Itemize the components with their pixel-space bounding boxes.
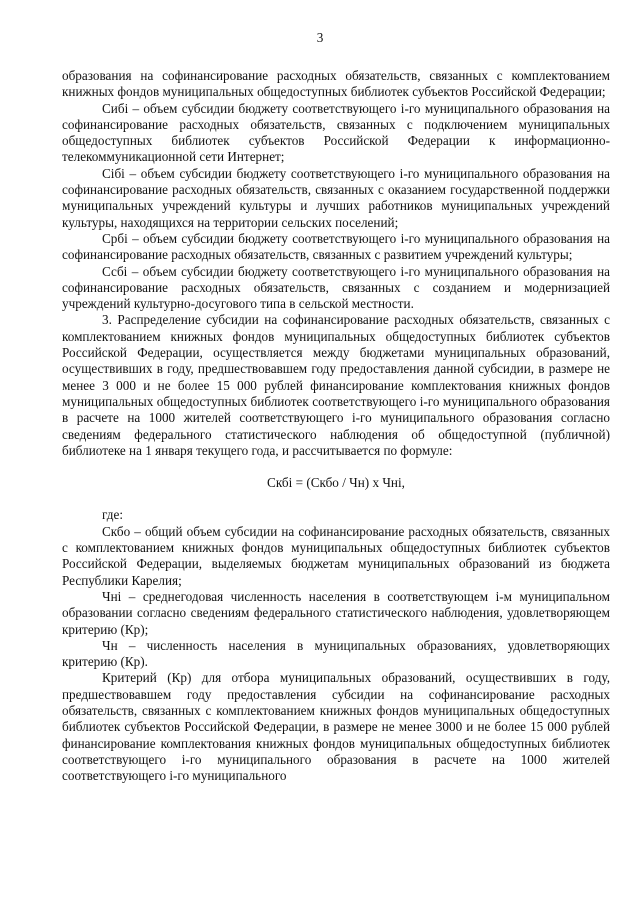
paragraph-continuation: образования на софинансирование расходных обязательств, связанных с комплектованием книжных фондов муниципальных общедоступных библиотек субъектов Российской Федерации;: [62, 68, 610, 100]
where-label: где:: [102, 507, 123, 523]
definition-chni: Чнi – среднегодовая численность населения в соответствующем i-м муниципальном образовании согласно сведениям федерального статистического наблюдения, удовлетворяющем критерию (Кр);: [62, 588, 610, 637]
definition-skbo: Скбо – общий объем субсидии на софинансирование расходных обязательств, связанных с комплектованием книжных фондов муниципальных общедоступных библиотек субъектов Российской Федерации, выделяемых бюджетам муниципальных образований из бюджета Республики Карелия;: [62, 523, 610, 588]
document-body: [62, 68, 610, 784]
formula: Скбi = (Скбо / Чн) х Чнi,: [267, 475, 405, 491]
paragraph-section-3: 3. Распределение субсидии на софинансирование расходных обязательств, связанных с комплектованием книжных фондов муниципальных общедоступных библиотек субъектов Российской Федерации, осуществляется между бюджетами муниципальных образований, осуществивших в году, предшествовавшем году предоставления данной субсидии, в размере не менее 3 000 и не более 15 000 рублей финансирование комплектования книжных фондов муниципальных общедоступных библиотек соответствующего i-го муниципального образования в расчете на 1000 жителей соответствующего i-го муниципального образования согласно сведениям федерального статистического наблюдения об общедоступной (публичной) библиотеке на 1 января текущего года, и рассчитывается по формуле:: [62, 312, 610, 458]
paragraph-srbi: Србi – объем субсидии бюджету соответствующего i-го муниципального образования на софинансирование расходных обязательств, связанных с развитием учреждений культуры;: [62, 230, 610, 263]
paragraph-ssbi: Ссбi – объем субсидии бюджету соответствующего i-го муниципального образования на софинансирование расходных обязательств, связанных с созданием и модернизацией учреждений культурно-досугового типа в сельской местности.: [62, 263, 610, 312]
paragraph-silbi: Сiбi – объем субсидии бюджету соответствующего i-го муниципального образования на софинансирование расходных обязательств, связанных с оказанием государственной поддержки муниципальных учреждений культуры и лучших работников муниципальных учреждений культуры, находящихся на территории сельских поселений;: [62, 165, 610, 230]
paragraph-criterion: Критерий (Кр) для отбора муниципальных образований, осуществивших в году, предшествовавшем году предоставления субсидии на софинансирование расходных обязательств, связанных с комплектованием книжных фондов муниципальных общедоступных библиотек субъектов Российской Федерации, в размере не менее 3000 и не более 15 000 рублей финансирование комплектования книжных фондов муниципальных общедоступных библиотек соответствующего i-го муниципального образования в расчете на 1000 жителей соответствующего i-го муниципального: [62, 670, 610, 784]
paragraph-sibi: Сибi – объем субсидии бюджету соответствующего i-го муниципального образования на софинансирование расходных обязательств, связанных с подключением муниципальных общедоступных библиотек субъектов Российской Федерации к информационно-телекоммуникационной сети Интернет;: [62, 100, 610, 165]
page-number: 3: [316, 30, 324, 45]
definition-chn: Чн – численность населения в муниципальных образованиях, удовлетворяющих критерию (Кр).: [62, 637, 610, 670]
